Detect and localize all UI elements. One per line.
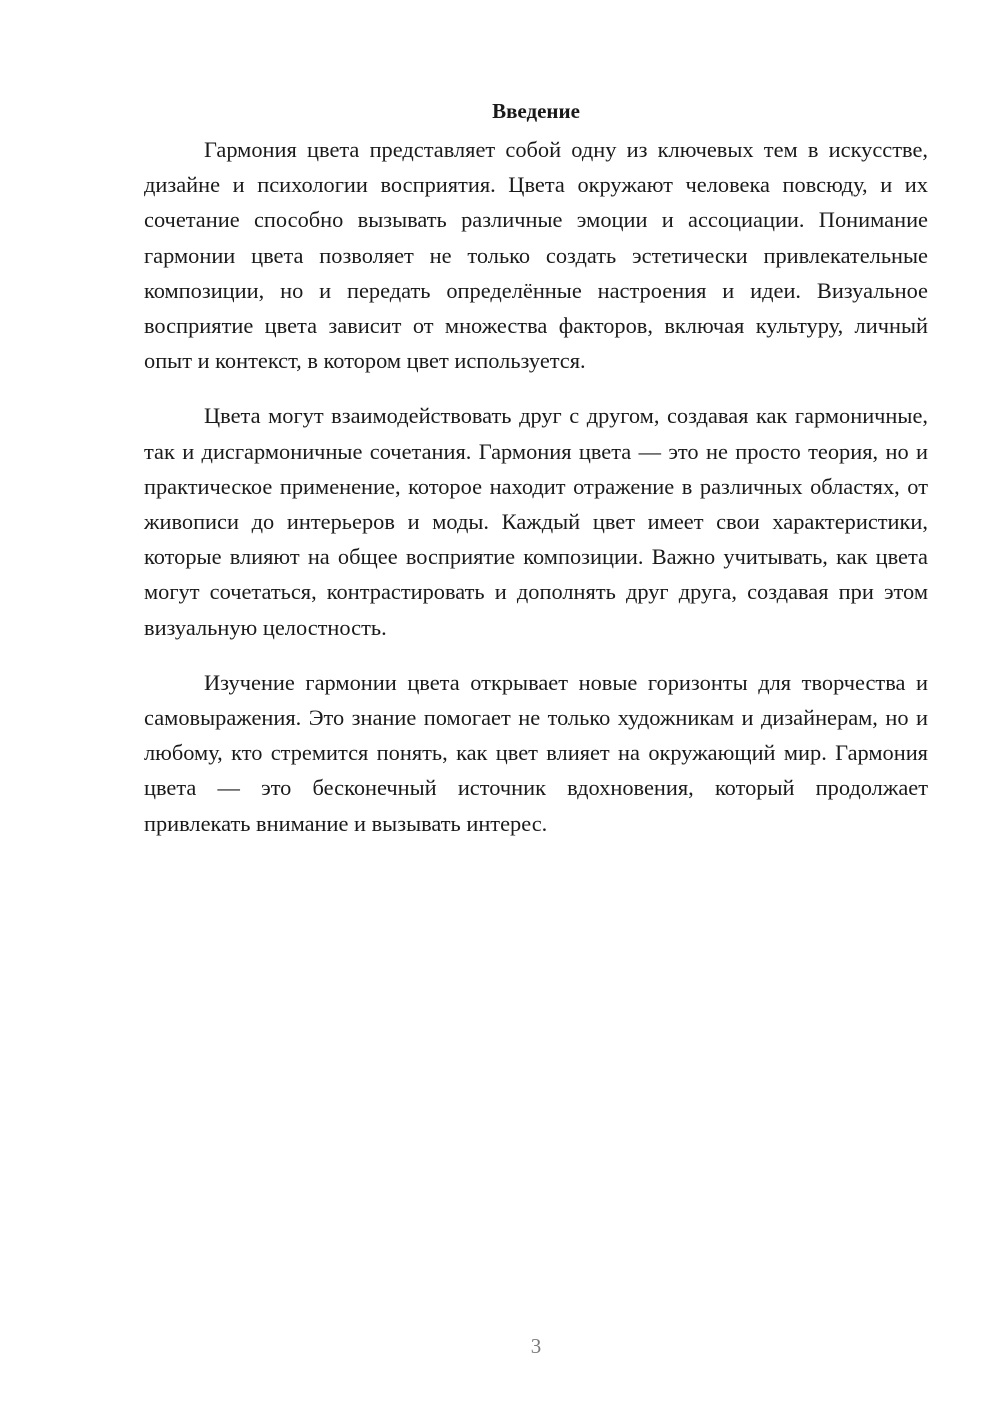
paragraph-2: Цвета могут взаимодействовать друг с другом, создавая как гармоничные, так и дисгармоничные сочетания. Гармония цвета — это не просто теория, но и практическое применение, которое находит отражение в различных областях, от живописи до интерьеров и моды. Каждый цвет имеет свои характеристики, которые влияют на общее восприятие композиции. Важно учитывать, как цвета могут сочетаться, контрастировать и дополнять друг друга, создавая при этом визуальную целостность. bbox=[144, 403, 928, 640]
section-heading: Введение bbox=[492, 99, 580, 123]
page-number: 3 bbox=[530, 1334, 542, 1358]
paragraph-3: Изучение гармонии цвета открывает новые горизонты для творчества и самовыражения. Это знание помогает не только художникам и дизайнерам, но и любому, кто стремится понять, как цвет влияет на окружающий мир. Гармония цвета — это бесконечный источник вдохновения, который продолжает привлекать внимание и вызывать интерес. bbox=[144, 669, 928, 836]
page-content bbox=[144, 96, 928, 861]
paragraph-1: Гармония цвета представляет собой одну из ключевых тем в искусстве, дизайне и психологии восприятия. Цвета окружают человека повсюду, и их сочетание способно вызывать различные эмоции и ассоциации. Понимание гармонии цвета позволяет не только создать эстетически привлекательные композиции, но и передать определённые настроения и идеи. Визуальное восприятие цвета зависит от множества факторов, включая культуру, личный опыт и контекст, в котором цвет используется. bbox=[144, 137, 928, 374]
